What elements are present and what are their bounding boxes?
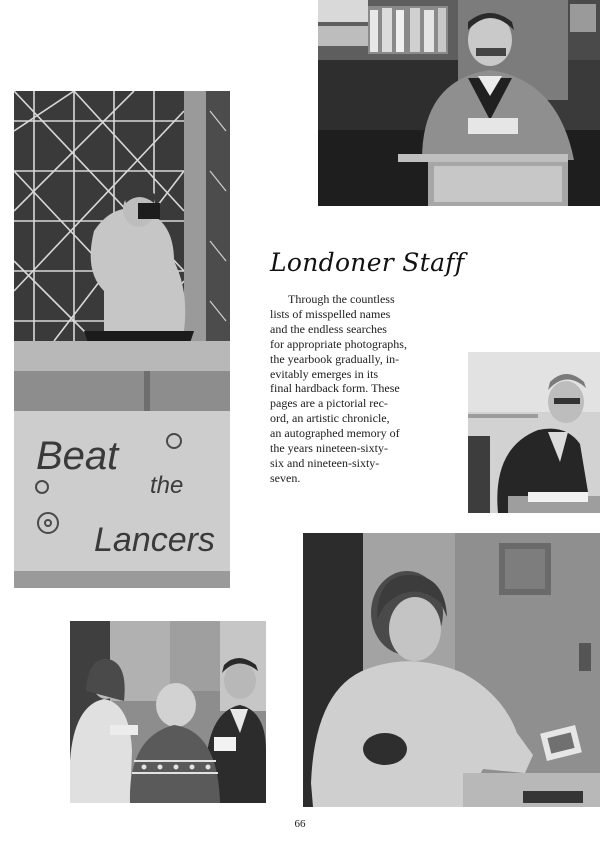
page-number: 66 — [294, 818, 306, 830]
body-line: six and nineteen-sixty- — [270, 455, 380, 470]
page-title: Londoner Staff — [270, 248, 465, 277]
poster-text-line1: Beat — [36, 434, 119, 478]
body-line: the yearbook gradually, in- — [270, 351, 400, 366]
poster-text-line3: Lancers — [94, 521, 215, 559]
body-line: for appropriate photographs, — [270, 336, 407, 351]
body-line: the years nineteen-sixty- — [270, 441, 388, 456]
body-line: an autographed memory of — [270, 426, 400, 441]
body-paragraph — [270, 292, 462, 486]
body-line: ord, an artistic chronicle, — [270, 411, 390, 426]
photo-adviser — [468, 352, 600, 513]
body-line: Through the countless — [288, 292, 395, 306]
body-line: evitably emerges in its — [270, 366, 379, 381]
body-line: final hardback form. These — [270, 381, 400, 396]
photo-group — [70, 621, 266, 803]
body-line: and the endless searches — [270, 321, 387, 336]
photo-student-reading — [318, 0, 600, 206]
photo-photographer — [14, 91, 230, 588]
body-line: lists of misspelled names — [270, 306, 391, 321]
poster-text-line2: the — [150, 472, 184, 499]
photo-girl — [303, 533, 600, 807]
body-line: seven. — [270, 470, 301, 485]
body-line: pages are a pictorial rec- — [270, 396, 388, 411]
